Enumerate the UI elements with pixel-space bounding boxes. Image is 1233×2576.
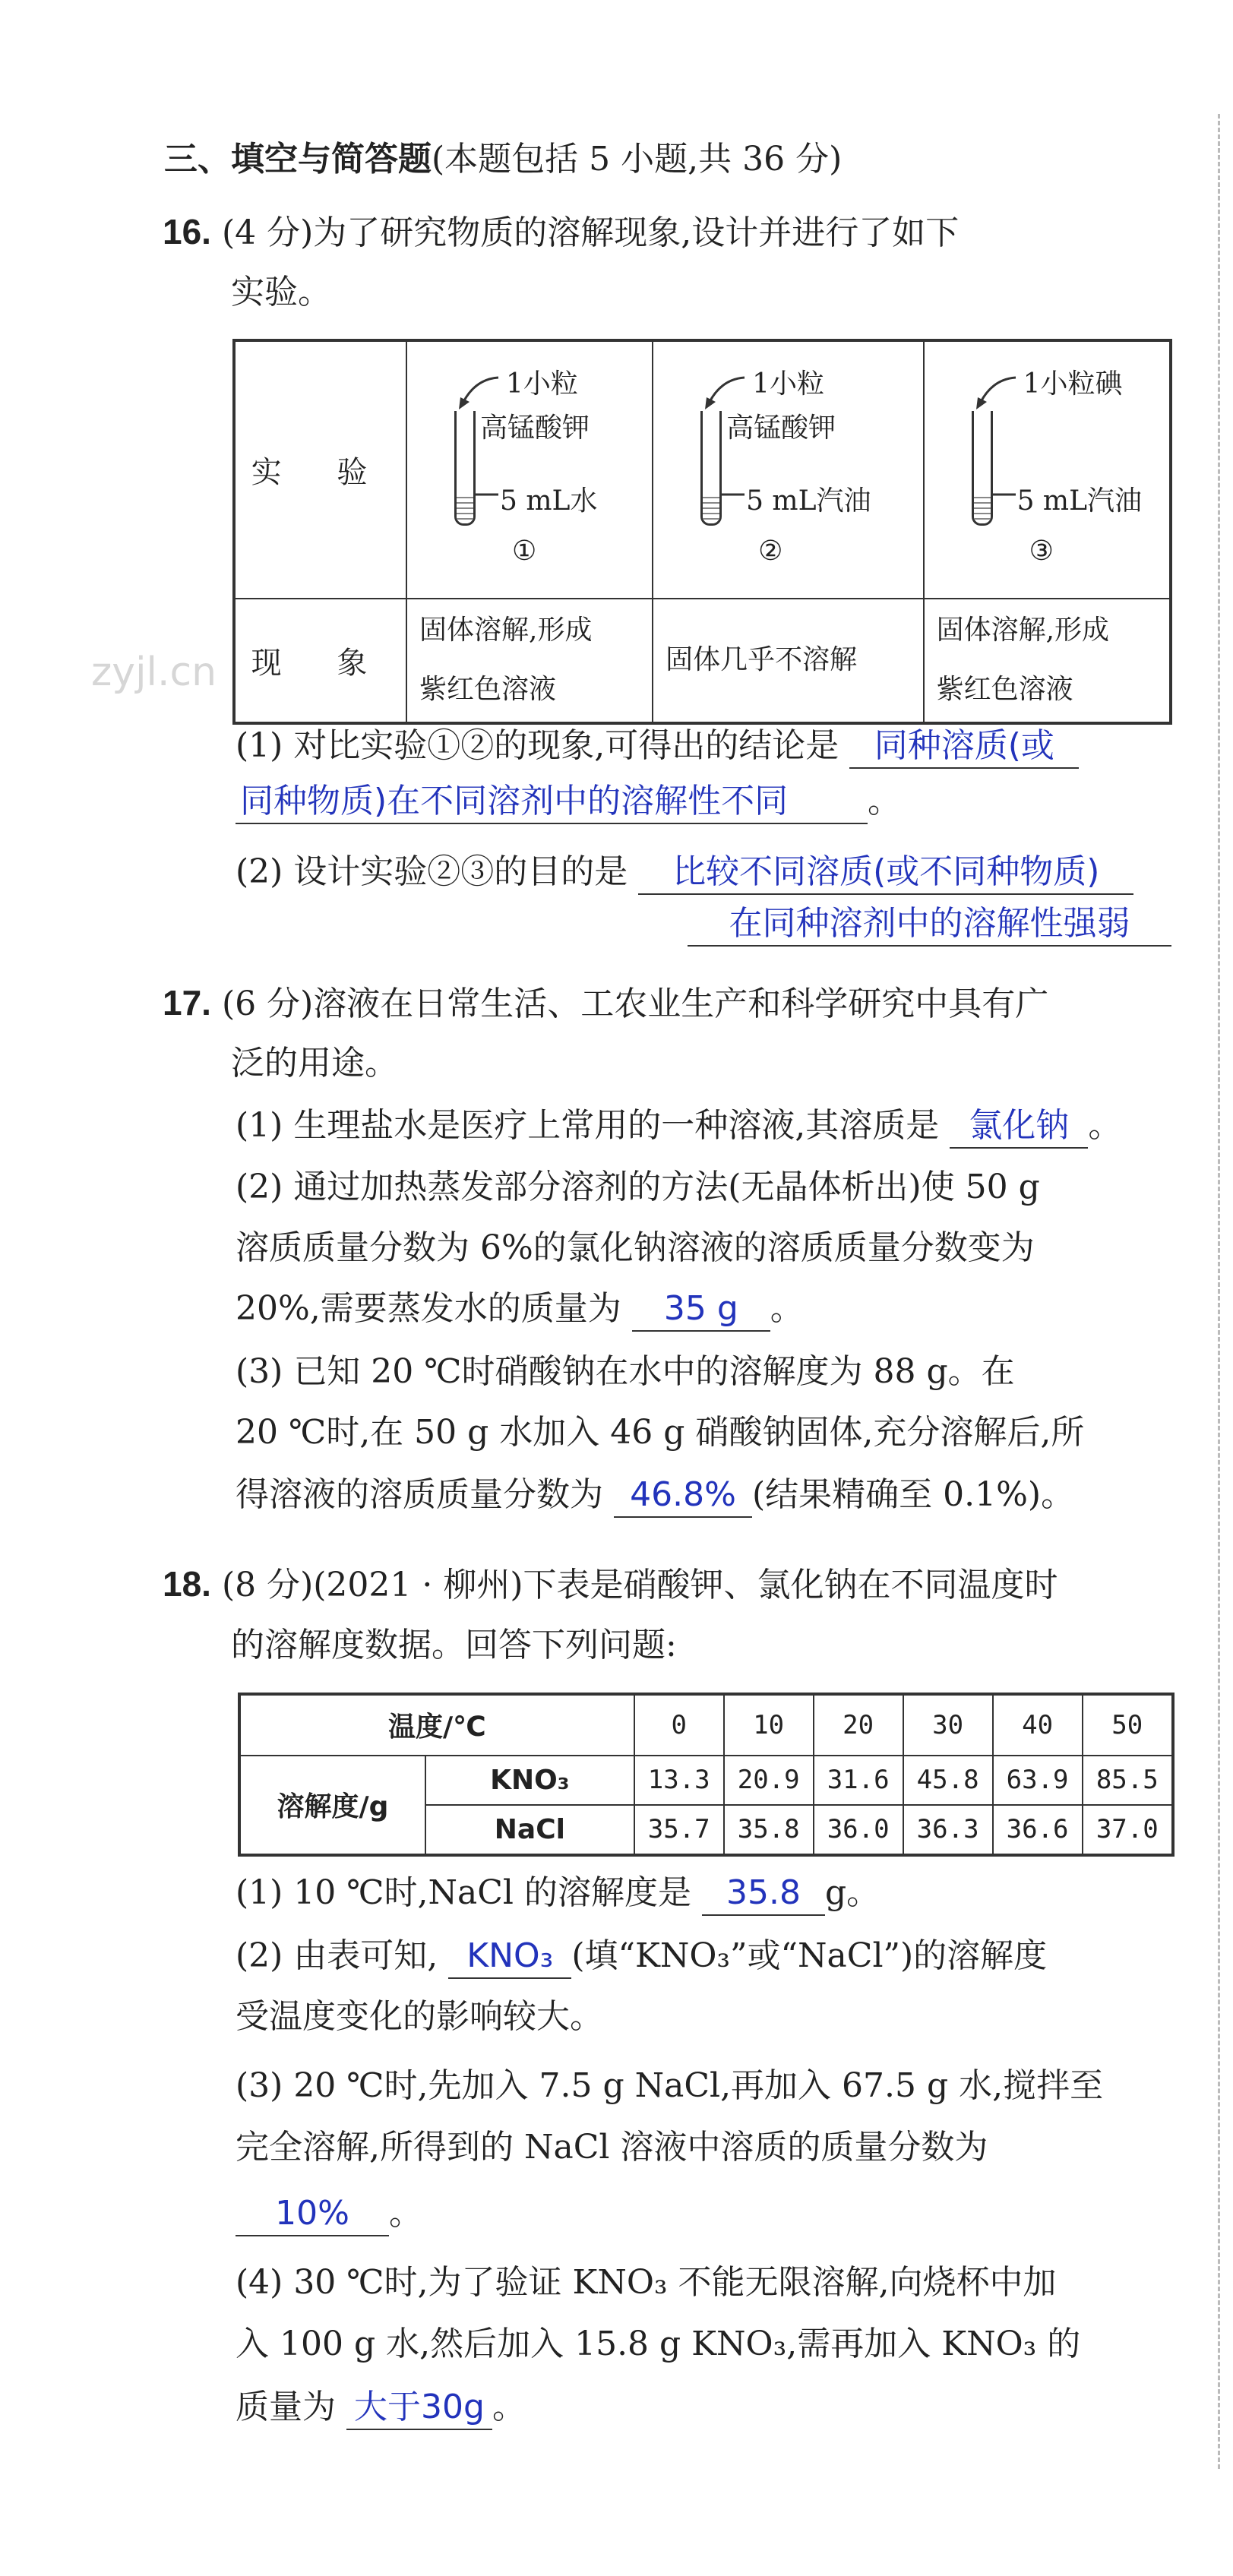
- q18-stem-line1: (8 分)(2021 · 柳州)下表是硝酸钾、氯化钠在不同温度时: [221, 1566, 1058, 1604]
- q17-line1: [163, 980, 1048, 1027]
- phenomenon-cell-2: [653, 599, 924, 723]
- q17-part1-answer: 氯化钠: [950, 1105, 1088, 1149]
- experiment-mark: ③: [1029, 536, 1054, 567]
- test-tube-icon: [972, 411, 993, 526]
- value-cell: 20.9: [724, 1756, 814, 1805]
- q17-part3-text: 得溶液的溶质质量分数为: [236, 1475, 603, 1514]
- solubility-header: 溶解度/g: [239, 1756, 425, 1855]
- q17-number: 17.: [163, 983, 211, 1022]
- q18-part2-answer: KNO₃: [448, 1935, 571, 1979]
- value-cell: 37.0: [1083, 1805, 1173, 1855]
- q16-stem-line1: (4 分)为了研究物质的溶解现象,设计并进行了如下: [221, 213, 960, 252]
- experiment-cell-2: [653, 340, 924, 599]
- q17-part2-line2: 溶质质量分数为 6%的氯化钠溶液的溶质质量分数变为: [236, 1228, 1035, 1267]
- temp-cell: 30: [903, 1694, 993, 1756]
- temperature-header: 温度/℃: [239, 1694, 634, 1756]
- q16-part2-answer-line2: 在同种溶剂中的溶解性强弱: [688, 902, 1171, 947]
- q17-stem-line2: 泛的用途。: [231, 1044, 398, 1083]
- q18-part4-line3: [236, 2385, 526, 2430]
- q17-part2-text: 20%,需要蒸发水的质量为: [236, 1289, 621, 1328]
- q18-part2-line1: [236, 1933, 1047, 1979]
- q16-part2-answer-line1: 比较不同溶质(或不同种物质): [638, 851, 1133, 895]
- section-note: (本题包括 5 小题,共 36 分): [432, 140, 843, 179]
- q18-part1-answer: 35.8: [702, 1872, 825, 1916]
- temp-cell: 20: [814, 1694, 903, 1756]
- q18-part4-end: 。: [492, 2388, 526, 2426]
- q16-part1-line2: [236, 779, 901, 824]
- q18-part4-answer: 大于30g: [346, 2386, 492, 2430]
- test-tube-icon: [700, 411, 722, 526]
- q16-part2-line1: [236, 849, 1133, 895]
- q17-part3-line1: (3) 已知 20 ℃时硝酸钠在水中的溶解度为 88 g。在: [236, 1352, 1015, 1391]
- temp-cell: 10: [724, 1694, 814, 1756]
- q18-part3-line1: (3) 20 ℃时,先加入 7.5 g NaCl,再加入 67.5 g 水,搅拌至: [236, 2066, 1104, 2105]
- phenomenon-cell-1: [406, 599, 653, 723]
- arrow-icon: [970, 368, 1023, 414]
- phenomenon-line1: 固体溶解,形成: [936, 615, 1110, 646]
- experiment-cell-3: [924, 340, 1171, 599]
- q18-part4-text: 质量为: [236, 2388, 336, 2426]
- q17-part2-line1: (2) 通过加热蒸发部分溶剂的方法(无晶体析出)使 50 g: [236, 1168, 1040, 1206]
- q18-part4-line2: 入 100 g 水,然后加入 15.8 g KNO₃,需再加入 KNO₃ 的: [236, 2325, 1081, 2363]
- q17-part3-answer: 46.8%: [614, 1474, 752, 1518]
- q17-part2-end: 。: [770, 1289, 804, 1328]
- q17-part3-end: (结果精确至 0.1%)。: [752, 1475, 1075, 1514]
- q16-part1-answer-line1: 同种溶质(或: [849, 725, 1079, 769]
- temp-cell: 40: [993, 1694, 1083, 1756]
- q18-part1-text: (1) 10 ℃时,NaCl 的溶解度是: [236, 1873, 691, 1912]
- value-cell: 45.8: [903, 1756, 993, 1805]
- substance-cell: KNO₃: [425, 1756, 634, 1805]
- margin-dashed-line: [1218, 114, 1220, 2469]
- phenomenon-line1: 固体溶解,形成: [419, 615, 593, 646]
- q16-part2-text: (2) 设计实验②③的目的是: [236, 852, 628, 891]
- solvent-label: 5 mL汽油: [1016, 485, 1142, 517]
- solvent-label: 5 mL水: [500, 485, 598, 517]
- row-header-experiment: 实 验: [234, 340, 406, 599]
- q18-part3-end: 。: [389, 2194, 422, 2233]
- q18-number: 18.: [163, 1564, 211, 1604]
- q16-part1-text: (1) 对比实验①②的现象,可得出的结论是: [236, 726, 839, 765]
- watermark: zyjl.cn: [91, 650, 217, 695]
- experiment-table: [232, 339, 1172, 725]
- phenomenon-line1: 固体几乎不溶解: [666, 644, 858, 676]
- value-cell: 63.9: [993, 1756, 1083, 1805]
- pointer-line-icon: [993, 487, 1016, 502]
- value-cell: 36.3: [903, 1805, 993, 1855]
- q18-line1: [163, 1561, 1058, 1608]
- solvent-label: 5 mL汽油: [746, 485, 871, 517]
- q17-part1-text: (1) 生理盐水是医疗上常用的一种溶液,其溶质是: [236, 1106, 940, 1145]
- phenomenon-line2: 紫红色溶液: [936, 674, 1073, 706]
- experiment-mark: ①: [512, 536, 537, 567]
- solubility-table: [238, 1693, 1175, 1857]
- temp-cell: 0: [634, 1694, 724, 1756]
- q17-part2-line3: [236, 1286, 804, 1332]
- q17-part1: [236, 1103, 1121, 1149]
- experiment-mark: ②: [758, 536, 783, 567]
- q17-part2-answer: 35 g: [632, 1288, 770, 1332]
- value-cell: 13.3: [634, 1756, 724, 1805]
- value-cell: 36.0: [814, 1805, 903, 1855]
- q16-number: 16.: [163, 212, 211, 251]
- section-heading: [164, 137, 842, 182]
- temp-cell: 50: [1083, 1694, 1173, 1756]
- q16-line1: [163, 209, 959, 256]
- phenomenon-cell-3: [924, 599, 1171, 723]
- table-row: [239, 1694, 1173, 1756]
- q16-part2-line2: [688, 901, 1171, 947]
- q18-stem-line2: 的溶解度数据。回答下列问题:: [231, 1626, 677, 1664]
- value-cell: 31.6: [814, 1756, 903, 1805]
- q18-part4-line1: (4) 30 ℃时,为了验证 KNO₃ 不能无限溶解,向烧杯中加: [236, 2263, 1057, 2302]
- q17-stem-line1: (6 分)溶液在日常生活、工农业生产和科学研究中具有广: [221, 985, 1049, 1023]
- section-title: 三、填空与简答题: [164, 140, 432, 179]
- q17-part3-line2: 20 ℃时,在 50 g 水加入 46 g 硝酸钠固体,充分溶解后,所: [236, 1413, 1085, 1452]
- row-header-phenomenon: 现 象: [234, 599, 406, 723]
- solute-label-line2: 高锰酸钾: [480, 412, 590, 444]
- solute-label-line2: 高锰酸钾: [726, 412, 836, 444]
- q17-part3-line3: [236, 1472, 1074, 1518]
- solute-label-line1: 1小粒碘: [1023, 368, 1123, 400]
- q18-part1-end: g。: [824, 1873, 880, 1912]
- solute-label-line1: 1小粒: [506, 368, 578, 400]
- substance-cell: NaCl: [425, 1805, 634, 1855]
- q18-part2-text: (2) 由表可知,: [236, 1936, 438, 1975]
- pointer-line-icon: [476, 487, 498, 502]
- experiment-cell-1: [406, 340, 653, 599]
- q18-part3-answer: 10%: [236, 2192, 389, 2236]
- q18-part2-line2: 受温度变化的影响较大。: [236, 1997, 603, 2036]
- test-tube-icon: [454, 411, 476, 526]
- value-cell: 36.6: [993, 1805, 1083, 1855]
- q18-part2-mid: (填“KNO₃”或“NaCl”)的溶解度: [571, 1936, 1048, 1975]
- phenomenon-line2: 紫红色溶液: [419, 674, 557, 706]
- q17-part1-end: 。: [1088, 1106, 1122, 1145]
- solute-label-line1: 1小粒: [752, 368, 824, 400]
- q16-stem-line2: 实验。: [231, 273, 331, 311]
- q16-part1-line1: [236, 723, 1079, 769]
- q18-part3-line2: 完全溶解,所得到的 NaCl 溶液中溶质的质量分数为: [236, 2128, 988, 2167]
- q18-part1: [236, 1870, 880, 1916]
- value-cell: 35.7: [634, 1805, 724, 1855]
- value-cell: 85.5: [1083, 1756, 1173, 1805]
- pointer-line-icon: [722, 487, 745, 502]
- q16-part1-end: 。: [868, 782, 901, 820]
- value-cell: 35.8: [724, 1805, 814, 1855]
- table-row: [239, 1756, 1173, 1805]
- q16-part1-answer-line2: 同种物质)在不同溶剂中的溶解性不同: [236, 780, 868, 824]
- q18-part3-line3: [236, 2191, 422, 2236]
